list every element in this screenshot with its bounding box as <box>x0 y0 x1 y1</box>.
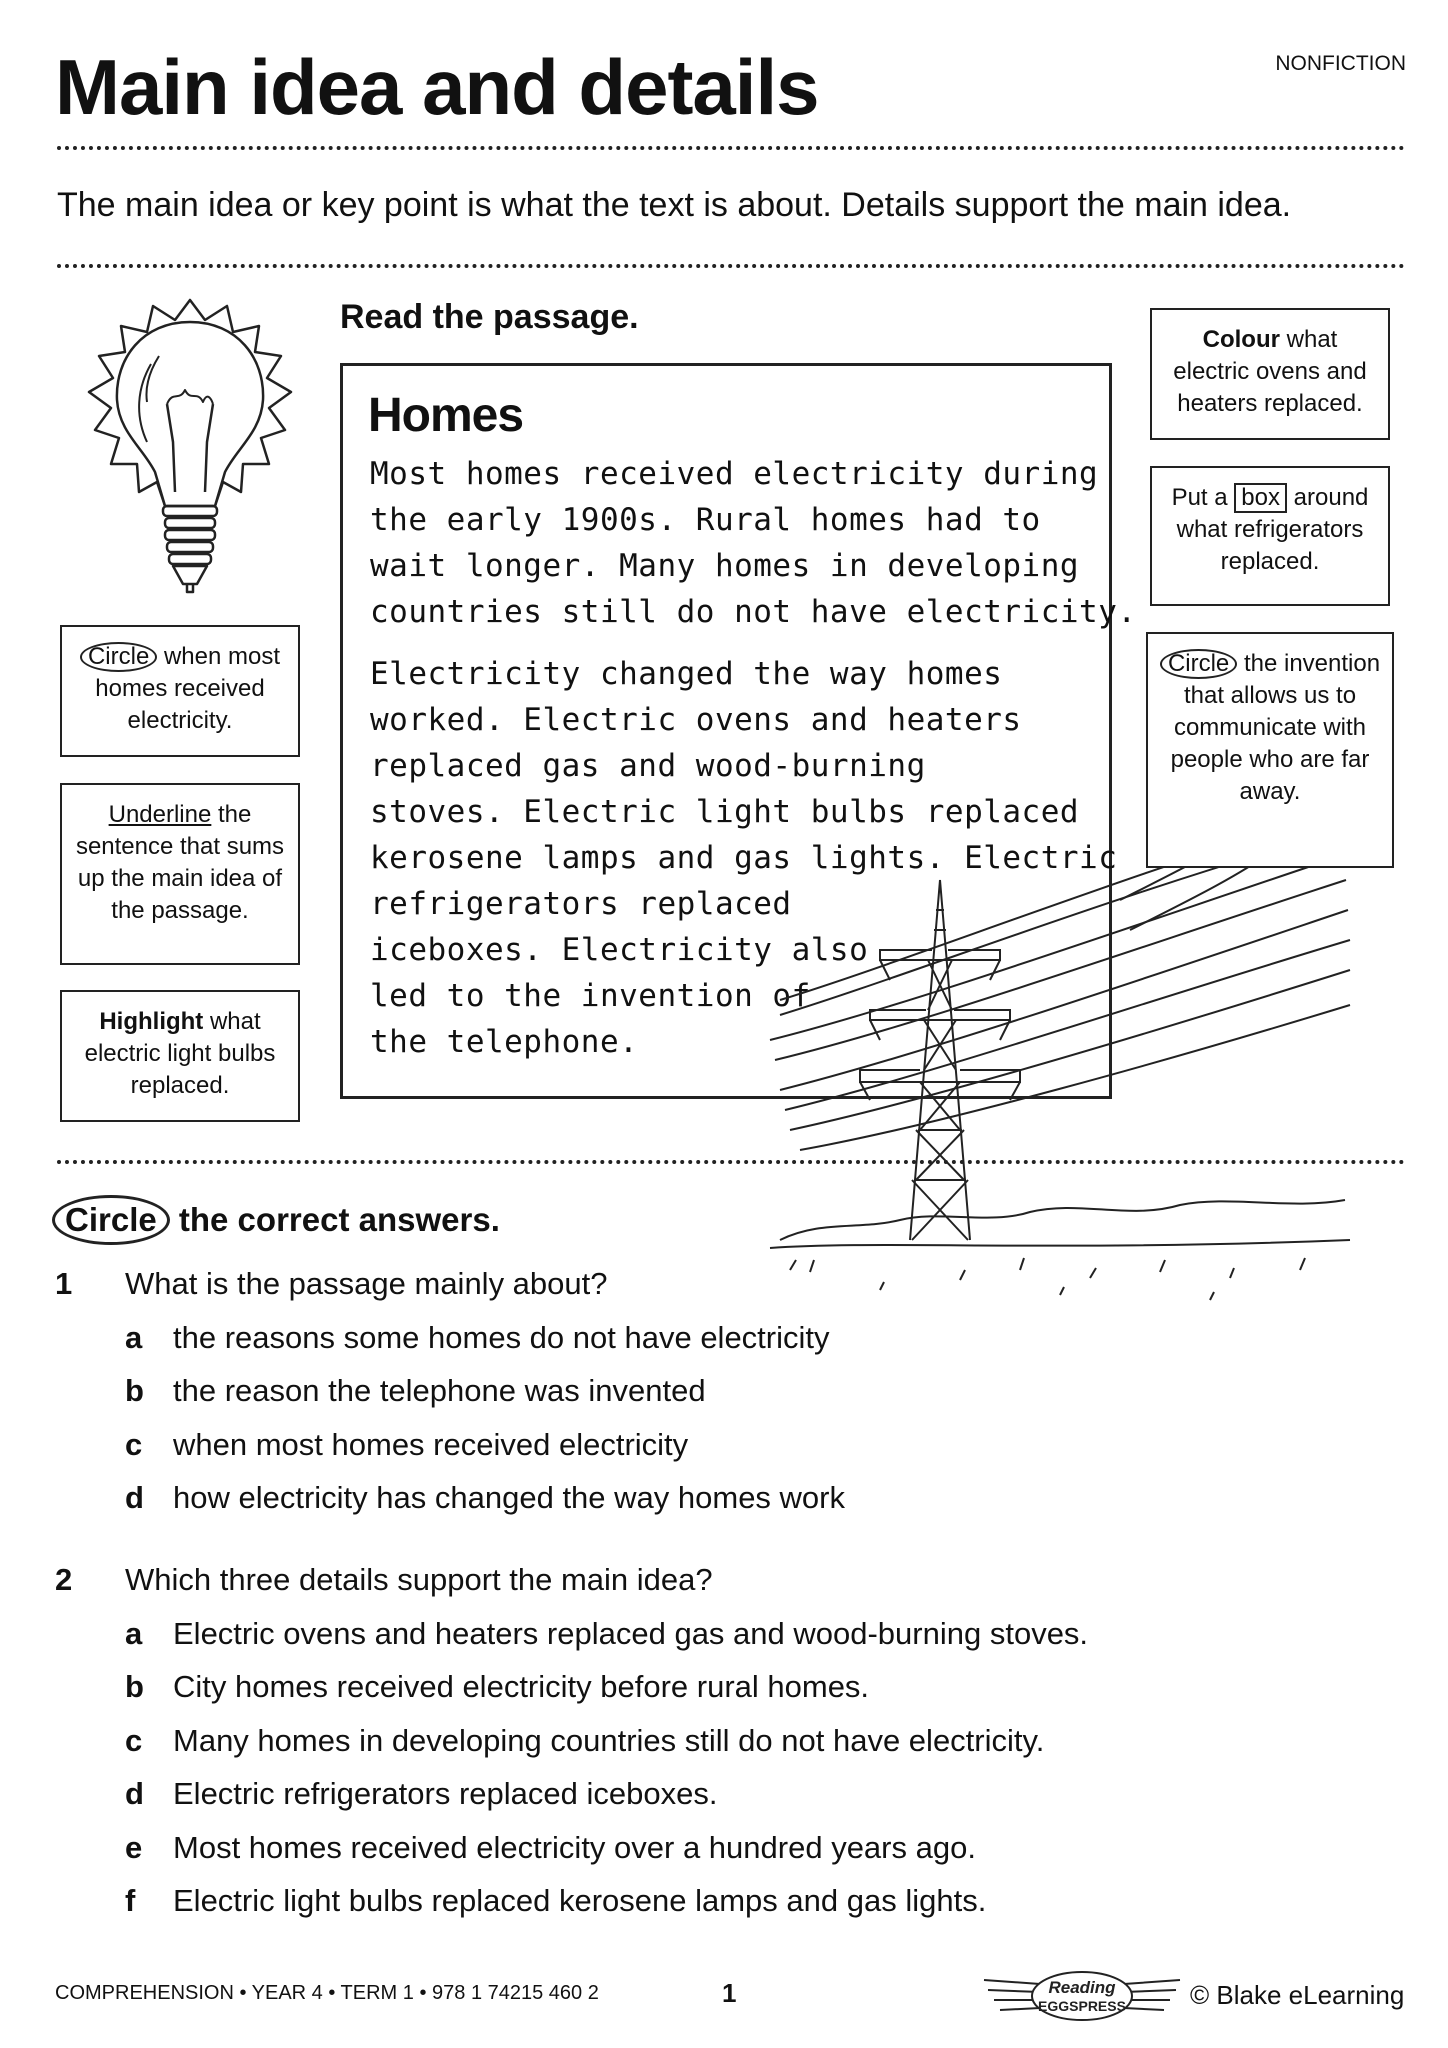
question-text: What is the passage mainly about? <box>125 1266 608 1301</box>
answer-option[interactable]: City homes received electricity before rural homes. <box>173 1669 870 1704</box>
option-letter: d <box>125 1480 144 1515</box>
instruction-box-colour <box>1150 308 1390 440</box>
power-pylon-illustration <box>760 800 1360 1320</box>
answer-option[interactable]: how electricity has changed the way homes work <box>173 1480 845 1515</box>
question-number: 2 <box>55 1562 73 1597</box>
passage-line: led to the invention of <box>370 978 811 1014</box>
heading-text: the correct answers. <box>178 1201 500 1238</box>
answer-option[interactable]: the reason the telephone was invented <box>173 1373 706 1408</box>
option-letter: c <box>125 1723 143 1758</box>
passage-line: the early 1900s. Rural homes had to <box>370 502 1041 538</box>
circle-keyword: Circle <box>1160 649 1237 679</box>
divider <box>57 1160 1405 1164</box>
footer-info: COMPREHENSION • YEAR 4 • TERM 1 • 978 1 74215 460 2 <box>55 1982 599 2004</box>
category-label: NONFICTION <box>1275 52 1406 75</box>
passage-line: stoves. Electric light bulbs replaced <box>370 794 1080 830</box>
circle-keyword: Circle <box>52 1195 170 1245</box>
option-letter: b <box>125 1669 144 1704</box>
option-letter: a <box>125 1616 143 1651</box>
divider <box>57 146 1405 150</box>
passage-line: kerosene lamps and gas lights. Electric <box>370 840 1118 876</box>
instruction-text: when most homes received electricity. <box>95 643 281 734</box>
answer-option[interactable]: Electric light bulbs replaced kerosene lamps and gas lights. <box>173 1883 987 1918</box>
highlight-keyword: Highlight <box>99 1008 204 1035</box>
passage-line: the telephone. <box>370 1024 639 1060</box>
option-letter: e <box>125 1830 143 1865</box>
passage-line: iceboxes. Electricity also <box>370 932 869 968</box>
colour-keyword: Colour <box>1202 326 1280 353</box>
instruction-box-box <box>1150 466 1390 606</box>
instruction-box-highlight <box>60 990 300 1122</box>
question-text: Which three details support the main idea? <box>125 1562 713 1597</box>
passage-line: replaced gas and wood-burning <box>370 748 926 784</box>
divider <box>57 264 1405 268</box>
box-keyword: box <box>1234 483 1287 513</box>
instruction-box-circle-invention <box>1146 632 1394 868</box>
instruction-text: Put a <box>1171 484 1228 511</box>
answer-option[interactable]: Most homes received electricity over a hundred years ago. <box>173 1830 976 1865</box>
logo-text: EGGSPRESS <box>1038 1998 1126 2014</box>
option-letter: c <box>125 1427 143 1462</box>
instruction-text: the sentence that sums up the main idea of the passage. <box>75 801 285 924</box>
questions-heading <box>52 1195 500 1245</box>
passage-title: Homes <box>368 389 524 442</box>
answer-option[interactable]: Electric ovens and heaters replaced gas and wood-burning stoves. <box>173 1616 1089 1651</box>
passage-line: worked. Electric ovens and heaters <box>370 702 1022 738</box>
option-letter: d <box>125 1776 144 1811</box>
answer-option[interactable]: Electric refrigerators replaced iceboxes. <box>173 1776 718 1811</box>
intro-text: The main idea or key point is what the text is about. Details support the main idea. <box>57 186 1292 224</box>
light-bulb-illustration <box>55 292 325 602</box>
underline-keyword: Underline <box>108 801 212 828</box>
option-letter: f <box>125 1883 136 1918</box>
question-number: 1 <box>55 1266 73 1301</box>
instruction-box-circle-date <box>60 625 300 757</box>
reading-eggspress-logo <box>980 1966 1185 2026</box>
circle-keyword: Circle <box>80 642 157 672</box>
instruction-text: what electric ovens and heaters replaced. <box>1173 326 1367 417</box>
passage-line: Most homes received electricity during <box>370 456 1099 492</box>
option-letter: a <box>125 1320 143 1355</box>
page-number: 1 <box>722 1978 737 2008</box>
answer-option[interactable]: the reasons some homes do not have electricity <box>173 1320 830 1355</box>
passage-line: refrigerators replaced <box>370 886 792 922</box>
passage-line: Electricity changed the way homes <box>370 656 1003 692</box>
answer-option[interactable]: Many homes in developing countries still do not have electricity. <box>173 1723 1045 1758</box>
copyright: © Blake eLearning <box>1190 1980 1405 2010</box>
answer-option[interactable]: when most homes received electricity <box>173 1427 689 1462</box>
instruction-text: around what refrigerators replaced. <box>1176 484 1369 575</box>
instruction-box-underline <box>60 783 300 965</box>
instruction-text: the invention that allows us to communicate with people who are far away. <box>1170 650 1381 805</box>
option-letter: b <box>125 1373 144 1408</box>
passage-line: countries still do not have electricity. <box>370 594 1137 630</box>
instruction-text: what electric light bulbs replaced. <box>84 1008 276 1099</box>
passage-line: wait longer. Many homes in developing <box>370 548 1080 584</box>
logo-text: Reading <box>1048 1978 1116 1997</box>
page-title: Main idea and details <box>55 43 819 131</box>
passage-instruction: Read the passage. <box>340 298 639 336</box>
